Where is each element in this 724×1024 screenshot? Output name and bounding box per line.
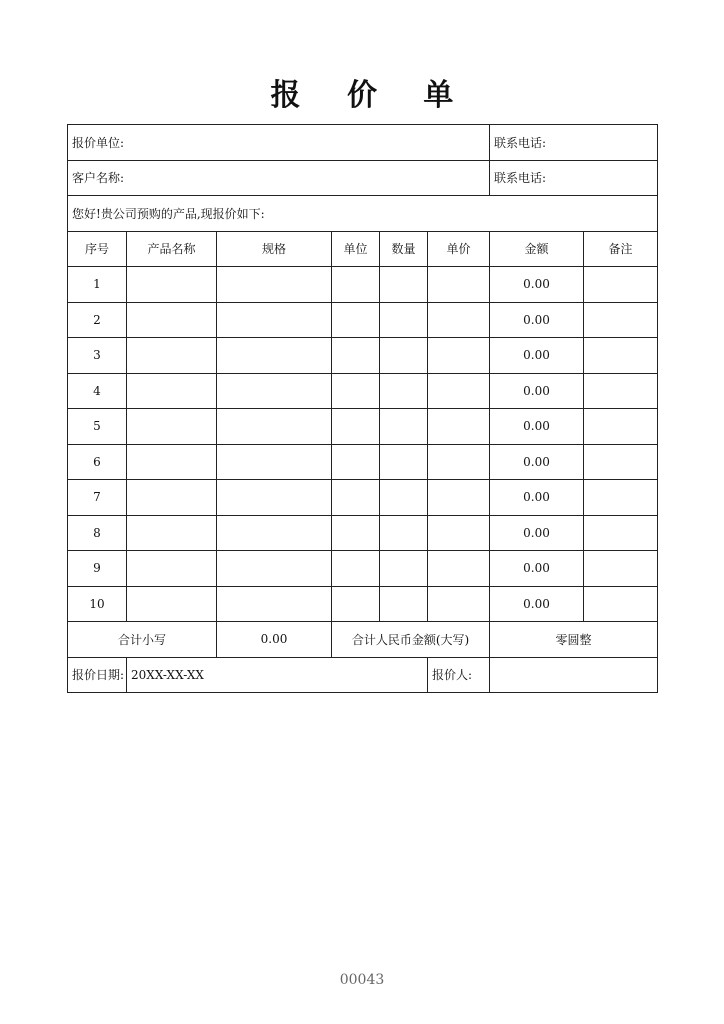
note-cell[interactable] (584, 480, 658, 516)
quoter-value[interactable] (490, 657, 658, 693)
column-header: 备注 (584, 231, 658, 267)
subtotal-label: 合计小写 (68, 622, 217, 658)
unit-price-cell[interactable] (428, 338, 490, 374)
product-name-cell[interactable] (127, 586, 217, 622)
row-number: 8 (68, 515, 127, 551)
totals-row (68, 622, 658, 658)
quantity-cell[interactable] (380, 267, 428, 303)
spec-cell[interactable] (217, 373, 332, 409)
row-number: 9 (68, 551, 127, 587)
product-name-cell[interactable] (127, 373, 217, 409)
amount-cell[interactable]: 0.00 (490, 586, 584, 622)
table-row (68, 302, 658, 338)
spec-cell[interactable] (217, 586, 332, 622)
rmb-total-label: 合计人民币金额(大写) (332, 622, 490, 658)
table-row (68, 267, 658, 303)
note-cell[interactable] (584, 515, 658, 551)
quoting-unit-row (68, 125, 658, 161)
amount-cell[interactable]: 0.00 (490, 409, 584, 445)
unit-price-cell[interactable] (428, 480, 490, 516)
note-cell[interactable] (584, 551, 658, 587)
customer-name-label: 客户名称: (72, 171, 125, 186)
unit-price-cell[interactable] (428, 586, 490, 622)
row-number: 2 (68, 302, 127, 338)
quantity-cell[interactable] (380, 586, 428, 622)
table-row (68, 338, 658, 374)
spec-cell[interactable] (217, 480, 332, 516)
table-row (68, 586, 658, 622)
note-cell[interactable] (584, 302, 658, 338)
unit-cell[interactable] (332, 515, 380, 551)
row-number: 6 (68, 444, 127, 480)
column-header: 数量 (380, 231, 428, 267)
column-header: 产品名称 (127, 231, 217, 267)
amount-cell[interactable]: 0.00 (490, 267, 584, 303)
note-cell[interactable] (584, 409, 658, 445)
unit-cell[interactable] (332, 373, 380, 409)
row-number: 1 (68, 267, 127, 303)
table-row (68, 444, 658, 480)
spec-cell[interactable] (217, 409, 332, 445)
unit-price-cell[interactable] (428, 267, 490, 303)
unit-cell[interactable] (332, 409, 380, 445)
contact-phone-cell-2[interactable] (490, 160, 658, 196)
unit-price-cell[interactable] (428, 373, 490, 409)
table-row (68, 373, 658, 409)
greeting-text: 您好!贵公司预购的产品,现报价如下: (68, 196, 658, 232)
date-value[interactable]: 20XX-XX-XX (127, 657, 428, 693)
customer-name-cell[interactable] (68, 160, 490, 196)
row-number: 7 (68, 480, 127, 516)
quoter-label: 报价人: (428, 657, 490, 693)
spec-cell[interactable] (217, 551, 332, 587)
unit-cell[interactable] (332, 586, 380, 622)
unit-price-cell[interactable] (428, 444, 490, 480)
column-header: 单位 (332, 231, 380, 267)
quantity-cell[interactable] (380, 302, 428, 338)
subtotal-value[interactable]: 0.00 (217, 622, 332, 658)
quantity-cell[interactable] (380, 409, 428, 445)
spec-cell[interactable] (217, 515, 332, 551)
rmb-total-value[interactable]: 零圆整 (490, 622, 658, 658)
table-row (68, 515, 658, 551)
unit-price-cell[interactable] (428, 551, 490, 587)
quotation-table (67, 124, 658, 693)
amount-cell[interactable]: 0.00 (490, 338, 584, 374)
column-header: 序号 (68, 231, 127, 267)
page-number: 00043 (339, 972, 385, 988)
table-row (68, 480, 658, 516)
product-name-cell[interactable] (127, 338, 217, 374)
table-row (68, 551, 658, 587)
amount-cell[interactable]: 0.00 (490, 444, 584, 480)
note-cell[interactable] (584, 586, 658, 622)
unit-cell[interactable] (332, 480, 380, 516)
quantity-cell[interactable] (380, 338, 428, 374)
contact-phone-label: 联系电话: (494, 171, 547, 186)
customer-name-row (68, 160, 658, 196)
note-cell[interactable] (584, 373, 658, 409)
contact-phone-label: 联系电话: (494, 135, 547, 150)
unit-price-cell[interactable] (428, 515, 490, 551)
amount-cell[interactable]: 0.00 (490, 515, 584, 551)
product-name-cell[interactable] (127, 515, 217, 551)
note-cell[interactable] (584, 338, 658, 374)
product-name-cell[interactable] (127, 409, 217, 445)
row-number: 5 (68, 409, 127, 445)
note-cell[interactable] (584, 444, 658, 480)
column-header: 金额 (490, 231, 584, 267)
greeting-row (68, 196, 658, 232)
document-title: 报 价 单 (270, 78, 472, 113)
product-name-cell[interactable] (127, 480, 217, 516)
unit-cell[interactable] (332, 551, 380, 587)
spec-cell[interactable] (217, 444, 332, 480)
row-number: 4 (68, 373, 127, 409)
spec-cell[interactable] (217, 338, 332, 374)
contact-phone-cell-1[interactable] (490, 125, 658, 161)
row-number: 3 (68, 338, 127, 374)
product-name-cell[interactable] (127, 267, 217, 303)
unit-cell[interactable] (332, 338, 380, 374)
signoff-row (68, 657, 658, 693)
amount-cell[interactable]: 0.00 (490, 551, 584, 587)
amount-cell[interactable]: 0.00 (490, 373, 584, 409)
product-name-cell[interactable] (127, 302, 217, 338)
column-header-row (68, 231, 658, 267)
spec-cell[interactable] (217, 267, 332, 303)
column-header: 规格 (217, 231, 332, 267)
unit-cell[interactable] (332, 302, 380, 338)
amount-cell[interactable]: 0.00 (490, 302, 584, 338)
unit-price-cell[interactable] (428, 409, 490, 445)
row-number: 10 (68, 586, 127, 622)
quantity-cell[interactable] (380, 480, 428, 516)
note-cell[interactable] (584, 267, 658, 303)
quantity-cell[interactable] (380, 444, 428, 480)
column-header: 单价 (428, 231, 490, 267)
quoting-unit-cell[interactable] (68, 125, 490, 161)
quantity-cell[interactable] (380, 373, 428, 409)
quoting-unit-label: 报价单位: (72, 135, 125, 150)
unit-cell[interactable] (332, 267, 380, 303)
product-name-cell[interactable] (127, 551, 217, 587)
table-row (68, 409, 658, 445)
spec-cell[interactable] (217, 302, 332, 338)
date-label: 报价日期: (68, 657, 127, 693)
quantity-cell[interactable] (380, 551, 428, 587)
quantity-cell[interactable] (380, 515, 428, 551)
unit-price-cell[interactable] (428, 302, 490, 338)
product-name-cell[interactable] (127, 444, 217, 480)
amount-cell[interactable]: 0.00 (490, 480, 584, 516)
unit-cell[interactable] (332, 444, 380, 480)
